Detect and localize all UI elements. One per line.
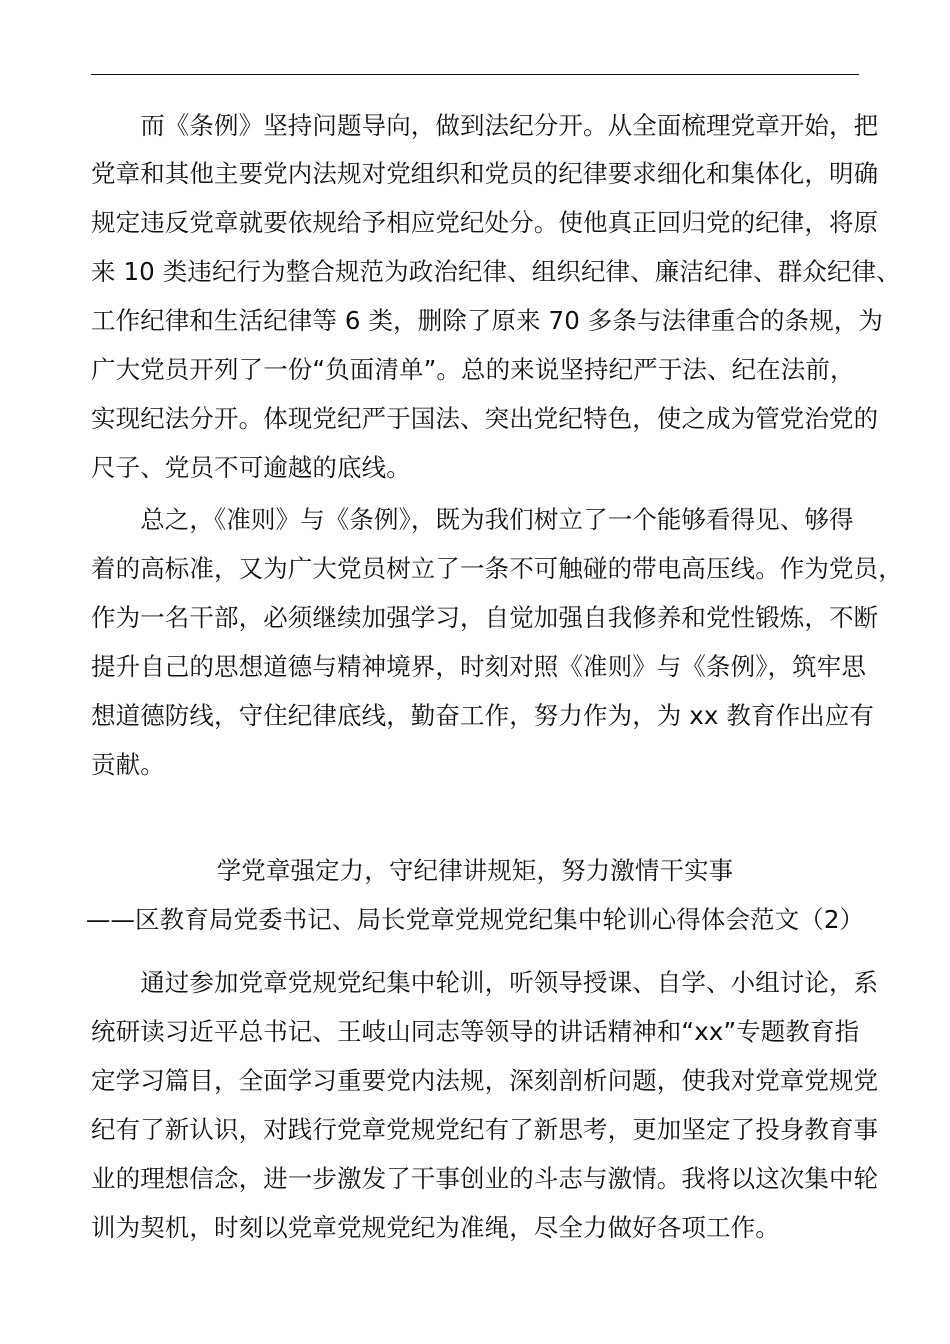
- header-rule: [91, 74, 859, 75]
- paragraph-line: 想道德防线，守住纪律底线，勤奋工作，努力作为，为 xx 教育作出应有: [91, 701, 874, 730]
- paragraph-line: 统研读习近平总书记、王岐山同志等领导的讲话精神和“xx”专题教育指: [91, 1017, 860, 1046]
- paragraph-line: 党章和其他主要党内法规对党组织和党员的纪律要求细化和集体化，明确: [91, 159, 879, 188]
- paragraph-line: 总之，《准则》与《条例》，既为我们树立了一个能够看得见、够得: [91, 505, 854, 534]
- paragraph-line: 而《条例》坚持问题导向，做到法纪分开。从全面梳理党章开始，把: [91, 111, 879, 140]
- paragraph-line: 作为一名干部，必须继续加强学习，自觉加强自我修养和党性锻炼，不断: [91, 603, 879, 632]
- paragraph-line: 规定违反党章就要依规给予相应党纪处分。使他真正回归党的纪律，将原: [91, 208, 879, 237]
- paragraph-line: 来 10 类违纪行为整合规范为政治纪律、组织纪律、廉洁纪律、群众纪律、: [91, 257, 901, 286]
- paragraph-line: 业的理想信念，进一步激发了干事创业的斗志与激情。我将以这次集中轮: [91, 1164, 879, 1193]
- paragraph-line: 实现纪法分开。体现党纪严于国法、突出党纪特色，使之成为管党治党的: [91, 404, 879, 433]
- paragraph-line: 定学习篇目，全面学习重要党内法规，深刻剖析问题，使我对党章党规党: [91, 1066, 879, 1095]
- article-subtitle: ——区教育局党委书记、局长党章党规党纪集中轮训心得体会范文（2）: [85, 905, 865, 934]
- paragraph-line: 训为契机，时刻以党章党规党纪为准绳，尽全力做好各项工作。: [91, 1213, 780, 1242]
- paragraph-line: 贡献。: [91, 750, 165, 779]
- paragraph-line: 纪有了新认识，对践行党章党规党纪有了新思考，更加坚定了投身教育事: [91, 1115, 879, 1144]
- paragraph-line: 工作纪律和生活纪律等 6 类，删除了原来 70 多条与法律重合的条规，为: [91, 306, 884, 335]
- article-title: 学党章强定力，守纪律讲规矩，努力激情干实事: [216, 856, 734, 885]
- paragraph-line: 尺子、党员不可逾越的底线。: [91, 453, 411, 482]
- paragraph-line: 广大党员开列了一份“负面清单”。总的来说坚持纪严于法、纪在法前，: [91, 355, 855, 384]
- paragraph-line: 提升自己的思想道德与精神境界，时刻对照《准则》与《条例》，筑牢思: [91, 652, 866, 681]
- paragraph-line: 着的高标准，又为广大党员树立了一条不可触碰的带电高压线。作为党员，: [91, 554, 903, 583]
- paragraph-line: 通过参加党章党规党纪集中轮训，听领导授课、自学、小组讨论，系: [91, 968, 879, 997]
